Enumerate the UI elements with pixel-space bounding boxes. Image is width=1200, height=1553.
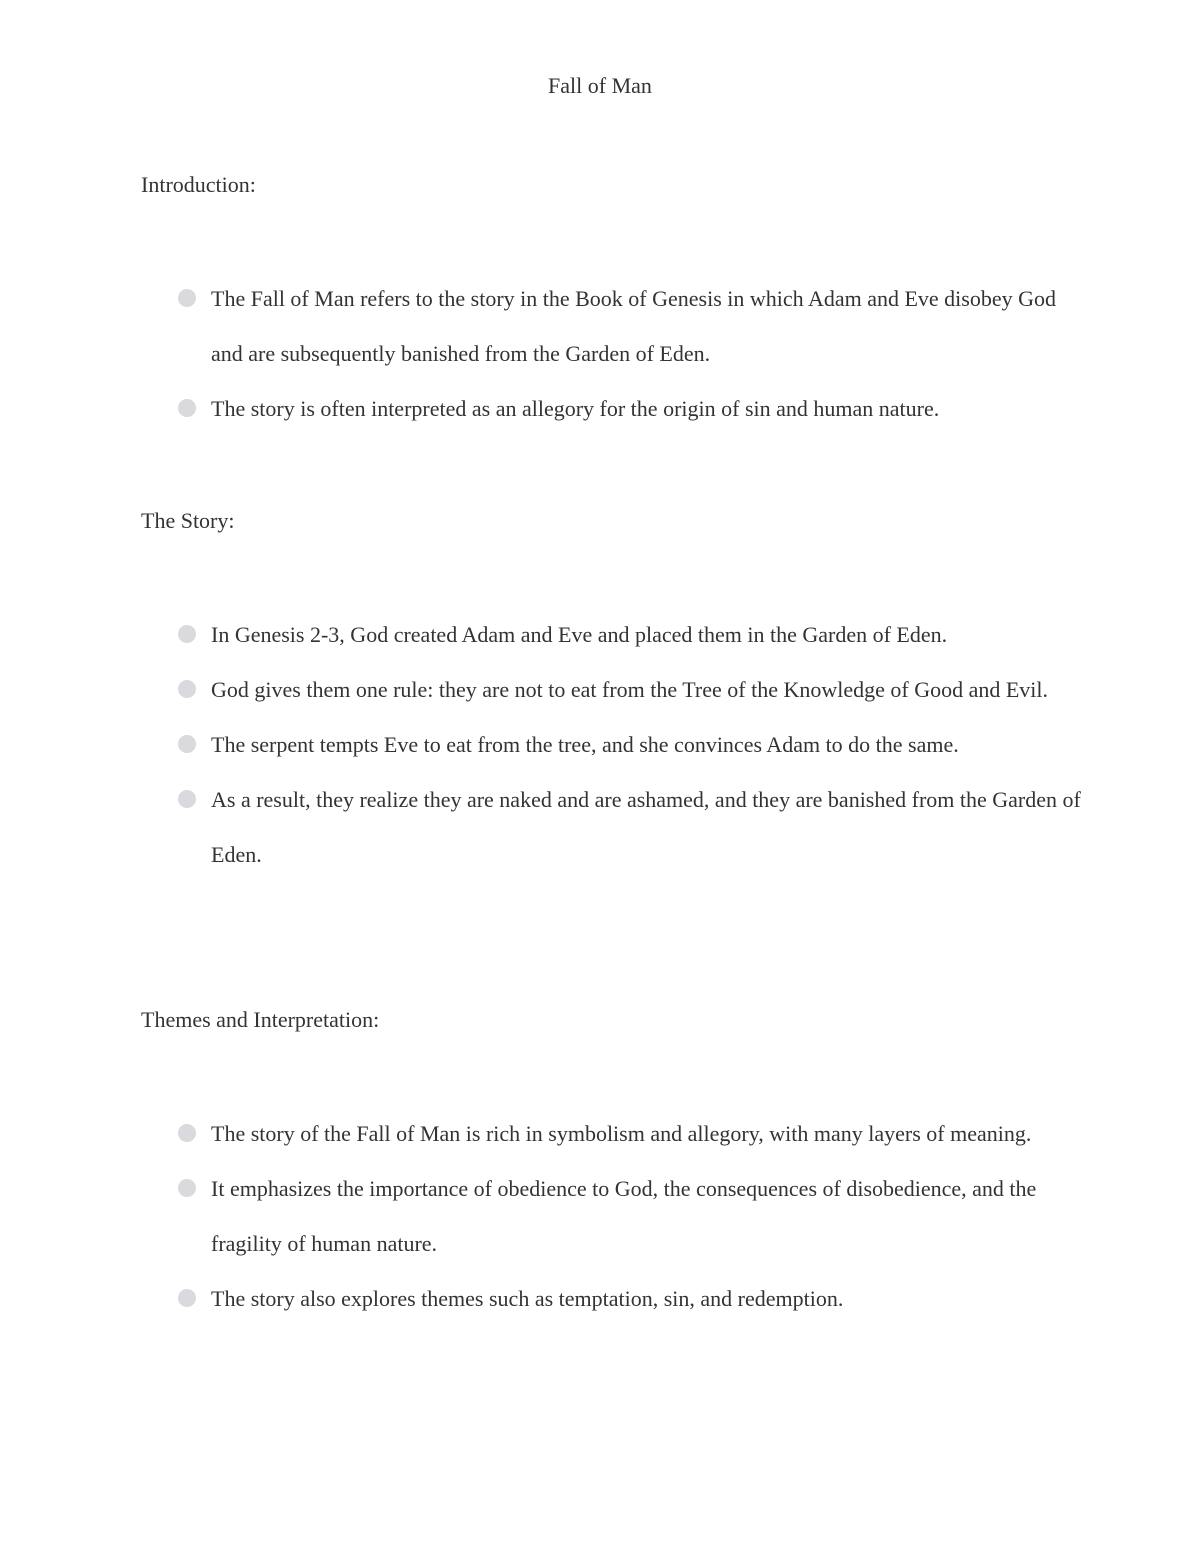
list-item-text: The story of the Fall of Man is rich in symbolism and allegory, with many layers of meaning.	[211, 1121, 1032, 1146]
list-item-text: God gives them one rule: they are not to eat from the Tree of the Knowledge of Good and Evil.	[211, 677, 1049, 702]
circle-bullet-icon	[178, 1289, 196, 1307]
circle-bullet-icon	[178, 1179, 196, 1197]
list-item-text: As a result, they realize they are naked and are ashamed, and they are banished from the Garden of Eden.	[211, 787, 1081, 867]
circle-bullet-icon	[178, 735, 196, 753]
circle-bullet-icon	[178, 625, 196, 643]
list-item	[0, 772, 1081, 882]
circle-bullet-icon	[178, 680, 196, 698]
list-item	[0, 717, 1081, 772]
list-item	[0, 271, 1081, 381]
circle-bullet-icon	[178, 790, 196, 808]
section-heading-themes-and-interpretation: Themes and Interpretation:	[141, 1007, 380, 1032]
list-item	[0, 381, 1081, 436]
list-item-text: The serpent tempts Eve to eat from the tree, and she convinces Adam to do the same.	[211, 732, 959, 757]
list-item-text: The Fall of Man refers to the story in the Book of Genesis in which Adam and Eve disobey God and are subsequently banished from the Garden of Eden.	[211, 286, 1057, 366]
list-item-text: It emphasizes the importance of obedience to God, the consequences of disobedience, and the fragility of human nature.	[211, 1176, 1037, 1256]
list-item	[0, 1106, 1081, 1161]
introduction-list	[0, 271, 1200, 436]
section-heading-introduction: Introduction:	[141, 172, 256, 197]
list-item	[0, 607, 1081, 662]
themes-list	[0, 1106, 1200, 1326]
document-title: Fall of Man	[548, 73, 652, 98]
list-item-text: The story also explores themes such as temptation, sin, and redemption.	[211, 1286, 844, 1311]
list-item	[0, 1271, 1081, 1326]
list-item	[0, 1161, 1081, 1271]
section-heading-the-story: The Story:	[141, 508, 235, 533]
list-item-text: In Genesis 2-3, God created Adam and Eve and placed them in the Garden of Eden.	[211, 622, 948, 647]
list-item	[0, 662, 1081, 717]
circle-bullet-icon	[178, 289, 196, 307]
list-item-text: The story is often interpreted as an allegory for the origin of sin and human nature.	[211, 396, 940, 421]
circle-bullet-icon	[178, 399, 196, 417]
circle-bullet-icon	[178, 1124, 196, 1142]
story-list	[0, 607, 1200, 882]
